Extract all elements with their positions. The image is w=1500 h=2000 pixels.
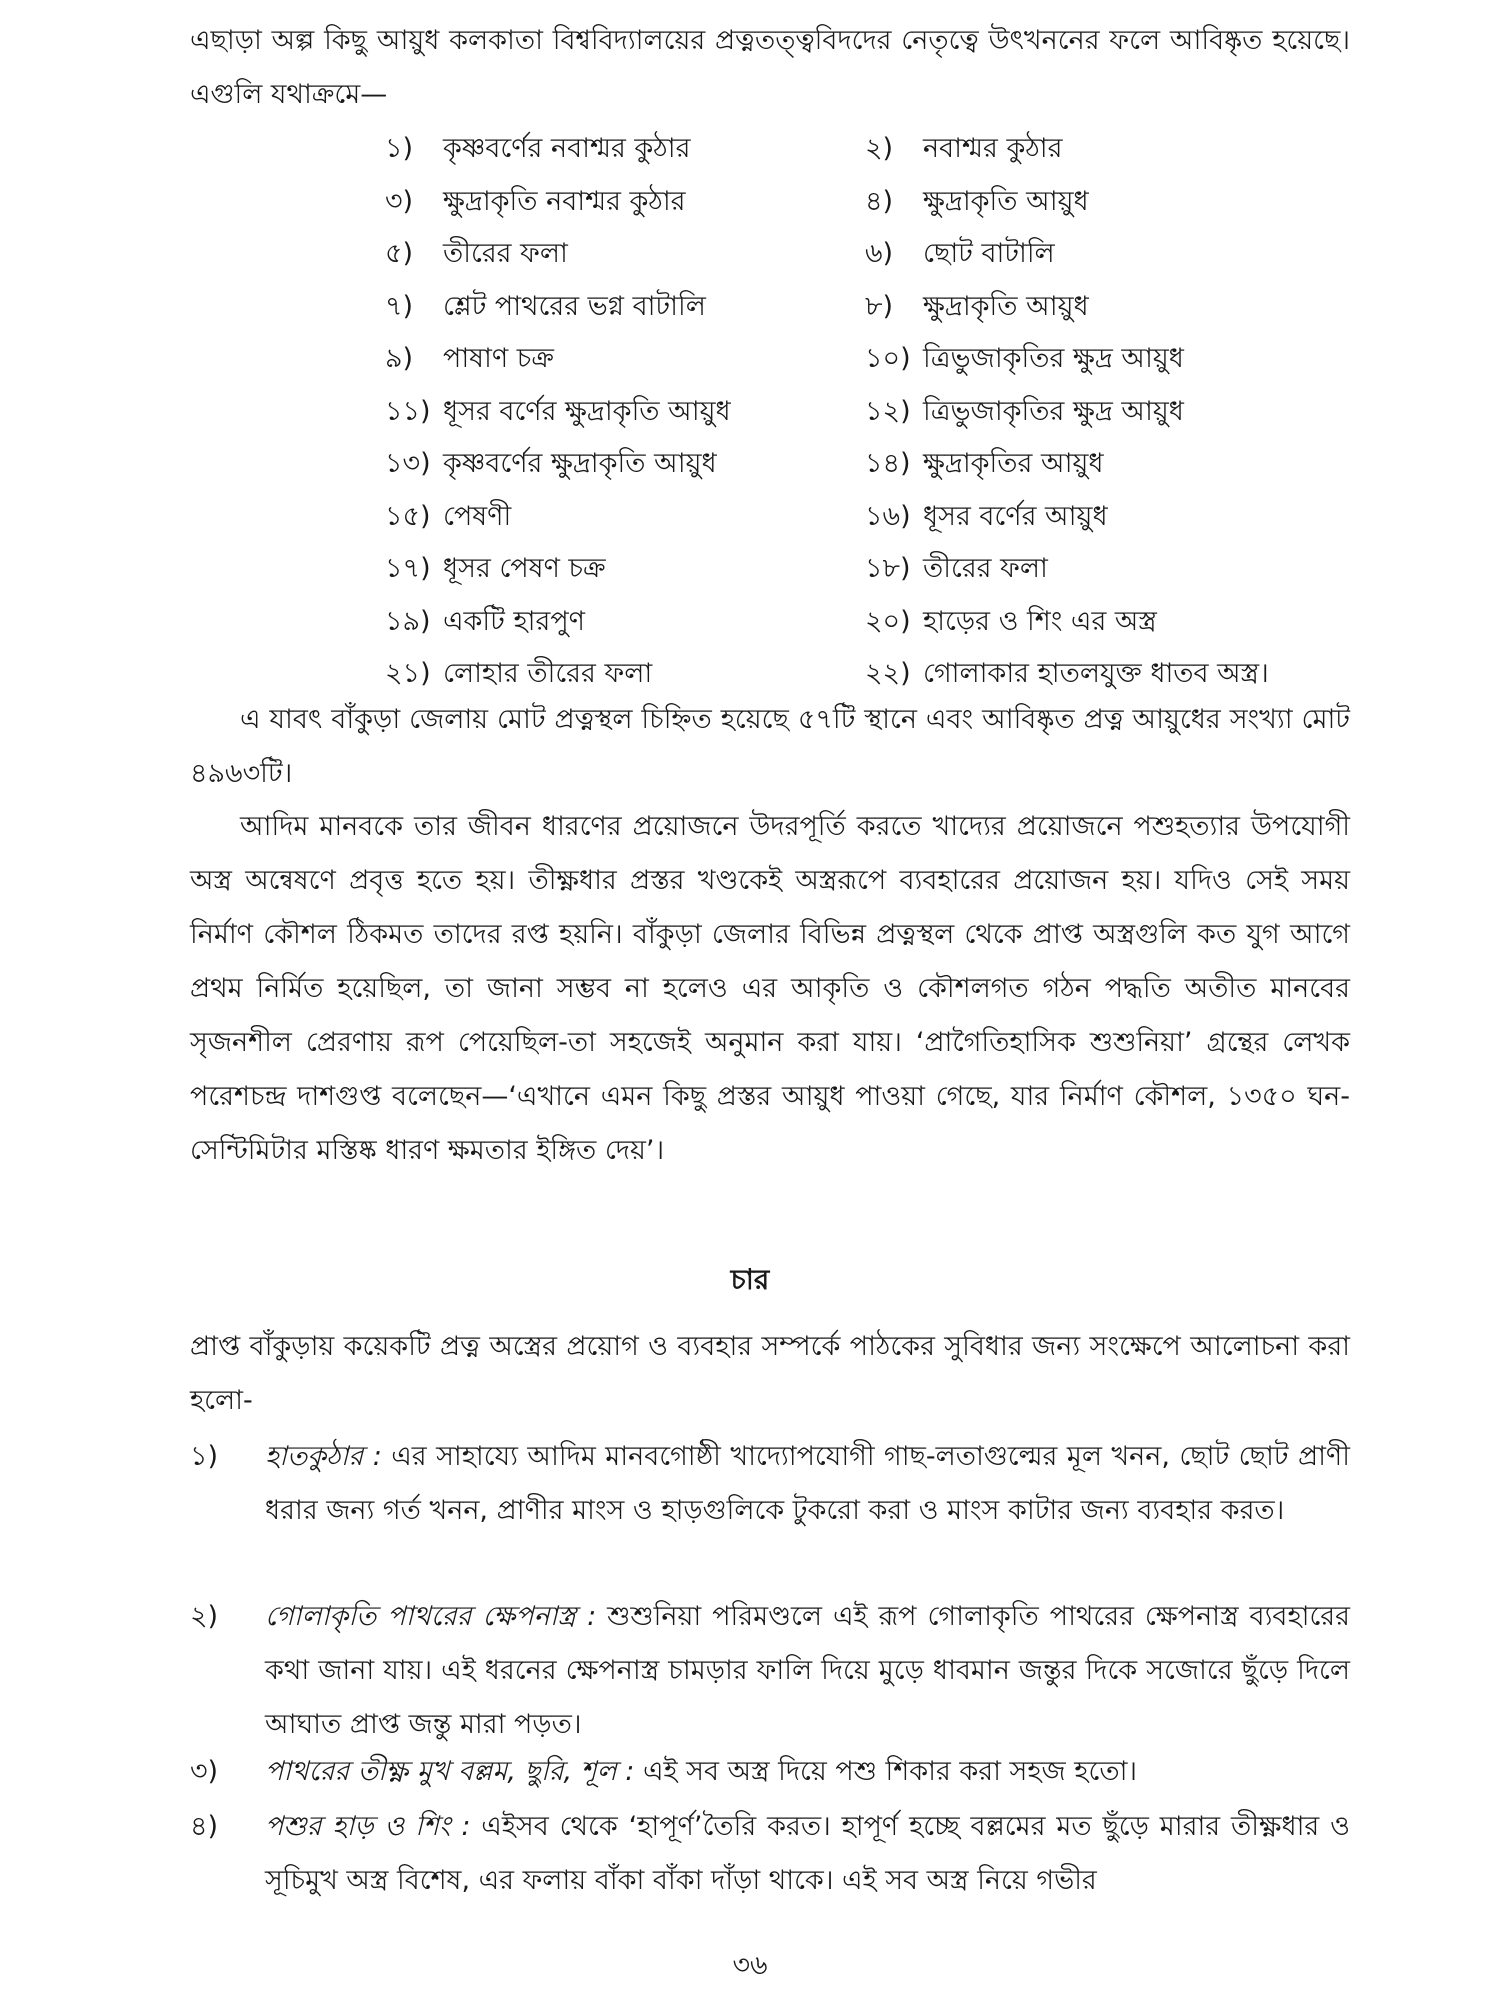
list-item-label: নবাশ্মর কুঠার [923, 133, 1063, 164]
list-item-number: ১৩) [385, 448, 431, 479]
list-item-number: ১২) [865, 395, 911, 427]
sites-paragraph: এ যাবৎ বাঁকুড়া জেলায় মোট প্রত্নস্থল চিহ্নিত হয়েছে ৫৭টি স্থানে এবং আবিষ্কৃত প্রত্ন আয়ুধের সংখ্যা মোট ৪৯৬৩টি। [190, 704, 1350, 789]
list-item-label: লোহার তীরের ফলা [443, 658, 653, 689]
list-item-number: ৩) [385, 185, 414, 217]
list-item-number: ৭) [385, 290, 414, 322]
list-item-label: ধূসর বর্ণের আয়ুধ [923, 500, 1108, 532]
list-item-label: ক্ষুদ্রাকৃতি নবাশ্মর কুঠার [443, 185, 686, 217]
list-item-label: পাষাণ চক্র [443, 343, 554, 374]
weapon-item-text: এইসব থেকে ‘হাপূর্ণ’তৈরি করত। হাপূর্ণ হচ্ছে বল্লমের মত ছুঁড়ে মারার তীক্ষ্ণধার ও সূচিমুখ অস্ত্র বিশেষ, এর ফলায় বাঁকা বাঁকা দাঁড়া থাকে। এই সব অস্ত্র নিয়ে গভীর [265, 1811, 1350, 1896]
intro-paragraph: এছাড়া অল্প কিছু আয়ুধ কলকাতা বিশ্ববিদ্যালয়ের প্রত্নতত্ত্ববিদদের নেতৃত্বে উৎখননের ফলে আবিষ্কৃত হয়েছে। এগুলি যথাক্রমে— [190, 25, 1350, 110]
list-item-label: ধূসর পেষণ চক্র [443, 553, 606, 584]
list-item [385, 491, 865, 544]
weapon-item-text: শুশুনিয়া পরিমণ্ডলে এই রূপ গোলাকৃতি পাথরের ক্ষেপনাস্ত্র ব্যবহারের কথা জানা যায়। এই ধরনের ক্ষেপনাস্ত্র চামড়ার ফালি দিয়ে মুড়ে ধাবমান জন্তুর দিকে সজোরে ছুঁড়ে দিলে আঘাত প্রাপ্ত জন্তু মারা পড়ত। [265, 1601, 1351, 1740]
list-item [865, 596, 1365, 649]
list-item-number: ৮) [865, 290, 894, 322]
list-item-number: ৫) [385, 238, 414, 269]
list-item-label: ত্রিভুজাকৃতির ক্ষুদ্র আয়ুধ [923, 395, 1184, 427]
list-item-label: কৃষ্ণবর্ণের ক্ষুদ্রাকৃতি আয়ুধ [443, 448, 717, 479]
list-item [865, 543, 1365, 596]
list-item [865, 438, 1365, 491]
list-item [385, 281, 865, 334]
list-item-number: ১৫) [385, 500, 431, 532]
weapon-item-number: ৩) [190, 1756, 219, 1787]
weapon-item-text: এই সব অস্ত্র দিয়ে পশু শিকার করা সহজ হতো। [634, 1756, 1138, 1787]
list-item-label: পেষণী [443, 500, 512, 532]
list-item-label: ক্ষুদ্রাকৃতি আয়ুধ [923, 290, 1089, 322]
list-item-number: ২১) [385, 658, 431, 689]
list-item [865, 123, 1365, 176]
list-item-label: শ্লেট পাথরের ভগ্ন বাটালি [443, 290, 706, 322]
list-item-number: ১১) [385, 395, 431, 427]
list-item-number: ১৬) [865, 500, 911, 532]
weapon-item-text: এর সাহায্যে আদিম মানবগোষ্ঠী খাদ্যোপযোগী গাছ-লতাগুল্মের মূল খনন, ছোট ছোট প্রাণী ধরার জন্য গর্ত খনন, প্রাণীর মাংস ও হাড়গুলিকে টুকরো করা ও মাংস কাটার জন্য ব্যবহার করত। [265, 1441, 1350, 1526]
list-item-label: তীরের ফলা [443, 238, 568, 269]
list-item-label: ক্ষুদ্রাকৃতির আয়ুধ [923, 448, 1104, 479]
weapon-item-body [265, 1430, 1350, 1538]
list-item-number: ৪) [865, 185, 894, 217]
list-item [385, 543, 865, 596]
list-item-label: ধূসর বর্ণের ক্ষুদ্রাকৃতি আয়ুধ [443, 395, 731, 427]
weapon-item-number: ২) [190, 1601, 219, 1632]
list-item [385, 228, 865, 281]
early-man-paragraph: আদিম মানবকে তার জীবন ধারণের প্রয়োজনে উদরপূর্তি করতে খাদ্যের প্রয়োজনে পশুহত্যার উপযোগী অস্ত্র অন্বেষণে প্রবৃত্ত হতে হয়। তীক্ষ্ণধার প্রস্তর খণ্ডকেই অস্ত্ররূপে ব্যবহারের প্রয়োজন হয়। যদিও সেই সময় নির্মাণ কৌশল ঠিকমত তাদের রপ্ত হয়নি। বাঁকুড়া জেলার বিভিন্ন প্রত্নস্থল থেকে প্রাপ্ত অস্ত্রগুলি কত যুগ আগে প্রথম নির্মিত হয়েছিল, তা জানা সম্ভব না হলেও এর আকৃতি ও কৌশলগত গঠন পদ্ধতি অতীত মানবের সৃজনশীল প্রেরণায় রূপ পেয়েছিল-তা সহজেই অনুমান করা যায়। ‘প্রাগৈতিহাসিক শুশুনিয়া’ গ্রন্থের লেখক পরেশচন্দ্র দাশগুপ্ত বলেছেন—‘এখানে এমন কিছু প্রস্তর আয়ুধ পাওয়া গেছে, যার নির্মাণ কৌশল, ১৩৫০ ঘন-সেন্টিমিটার মস্তিষ্ক ধারণ ক্ষমতার ইঙ্গিত দেয়’। [190, 811, 1350, 1166]
list-item-label: হাড়ের ও শিং এর অস্ত্র [923, 605, 1157, 637]
section-intro-paragraph: প্রাপ্ত বাঁকুড়ায় কয়েকটি প্রত্ন অস্ত্রের প্রয়োগ ও ব্যবহার সম্পর্কে পাঠকের সুবিধার জন্য সংক্ষেপে আলোচনা করা হলো- [190, 1331, 1350, 1416]
list-item-label: একটি হারপুণ [443, 605, 585, 637]
list-item [865, 386, 1365, 439]
list-item [385, 596, 865, 649]
weapon-item-number: ৪) [190, 1811, 219, 1842]
list-item-label: ছোট বাটালি [923, 238, 1055, 269]
weapon-item-term: গোলাকৃতি পাথরের ক্ষেপনাস্ত্র : [265, 1601, 597, 1632]
weapon-item [190, 1430, 1350, 1538]
weapon-item-number: ১) [190, 1441, 219, 1472]
list-item-number: ১৯) [385, 605, 431, 637]
list-item [385, 176, 865, 229]
weapon-item [190, 1745, 1350, 1799]
weapon-item-term: পাথরের তীক্ষ্ণ মুখ বল্লম, ছুরি, শূল : [265, 1756, 635, 1787]
list-item [385, 123, 865, 176]
list-item [865, 228, 1365, 281]
list-item [865, 281, 1365, 334]
list-item-number: ১৭) [385, 553, 431, 584]
list-item-number: ২২) [865, 658, 911, 689]
list-item [385, 438, 865, 491]
list-item [385, 333, 865, 386]
list-item-number: ১৪) [865, 448, 911, 479]
section-heading: চার [730, 1263, 770, 1296]
list-item-number: ১৮) [865, 553, 911, 584]
list-item-number: ১০) [865, 343, 911, 374]
list-item-number: ৯) [385, 343, 414, 374]
list-item [865, 491, 1365, 544]
list-item-number: ২) [865, 133, 894, 164]
list-item [385, 386, 865, 439]
list-item-number: ৬) [865, 238, 894, 269]
list-item-number: ২০) [865, 605, 911, 637]
list-item-label: গোলাকার হাতলযুক্ত ধাতব অস্ত্র। [923, 658, 1269, 689]
weapon-item-term: হাতকুঠার : [265, 1441, 382, 1472]
weapon-item-body [265, 1745, 1350, 1799]
list-item [865, 176, 1365, 229]
weapon-item-body [265, 1800, 1350, 1908]
list-item-label: কৃষ্ণবর্ণের নবাশ্মর কুঠার [443, 133, 691, 164]
list-item-label: ত্রিভুজাকৃতির ক্ষুদ্র আয়ুধ [923, 343, 1184, 374]
weapon-item [190, 1800, 1350, 1908]
list-item [865, 333, 1365, 386]
list-item-label: তীরের ফলা [923, 553, 1048, 584]
artifact-list [385, 123, 1365, 701]
weapon-item-body [265, 1590, 1350, 1752]
weapon-item [190, 1590, 1350, 1752]
list-item-number: ১) [385, 133, 414, 164]
list-item-label: ক্ষুদ্রাকৃতি আয়ুধ [923, 185, 1089, 217]
page-number: ৩৬ [732, 1950, 768, 1981]
weapon-item-term: পশুর হাড় ও শিং : [265, 1811, 471, 1842]
